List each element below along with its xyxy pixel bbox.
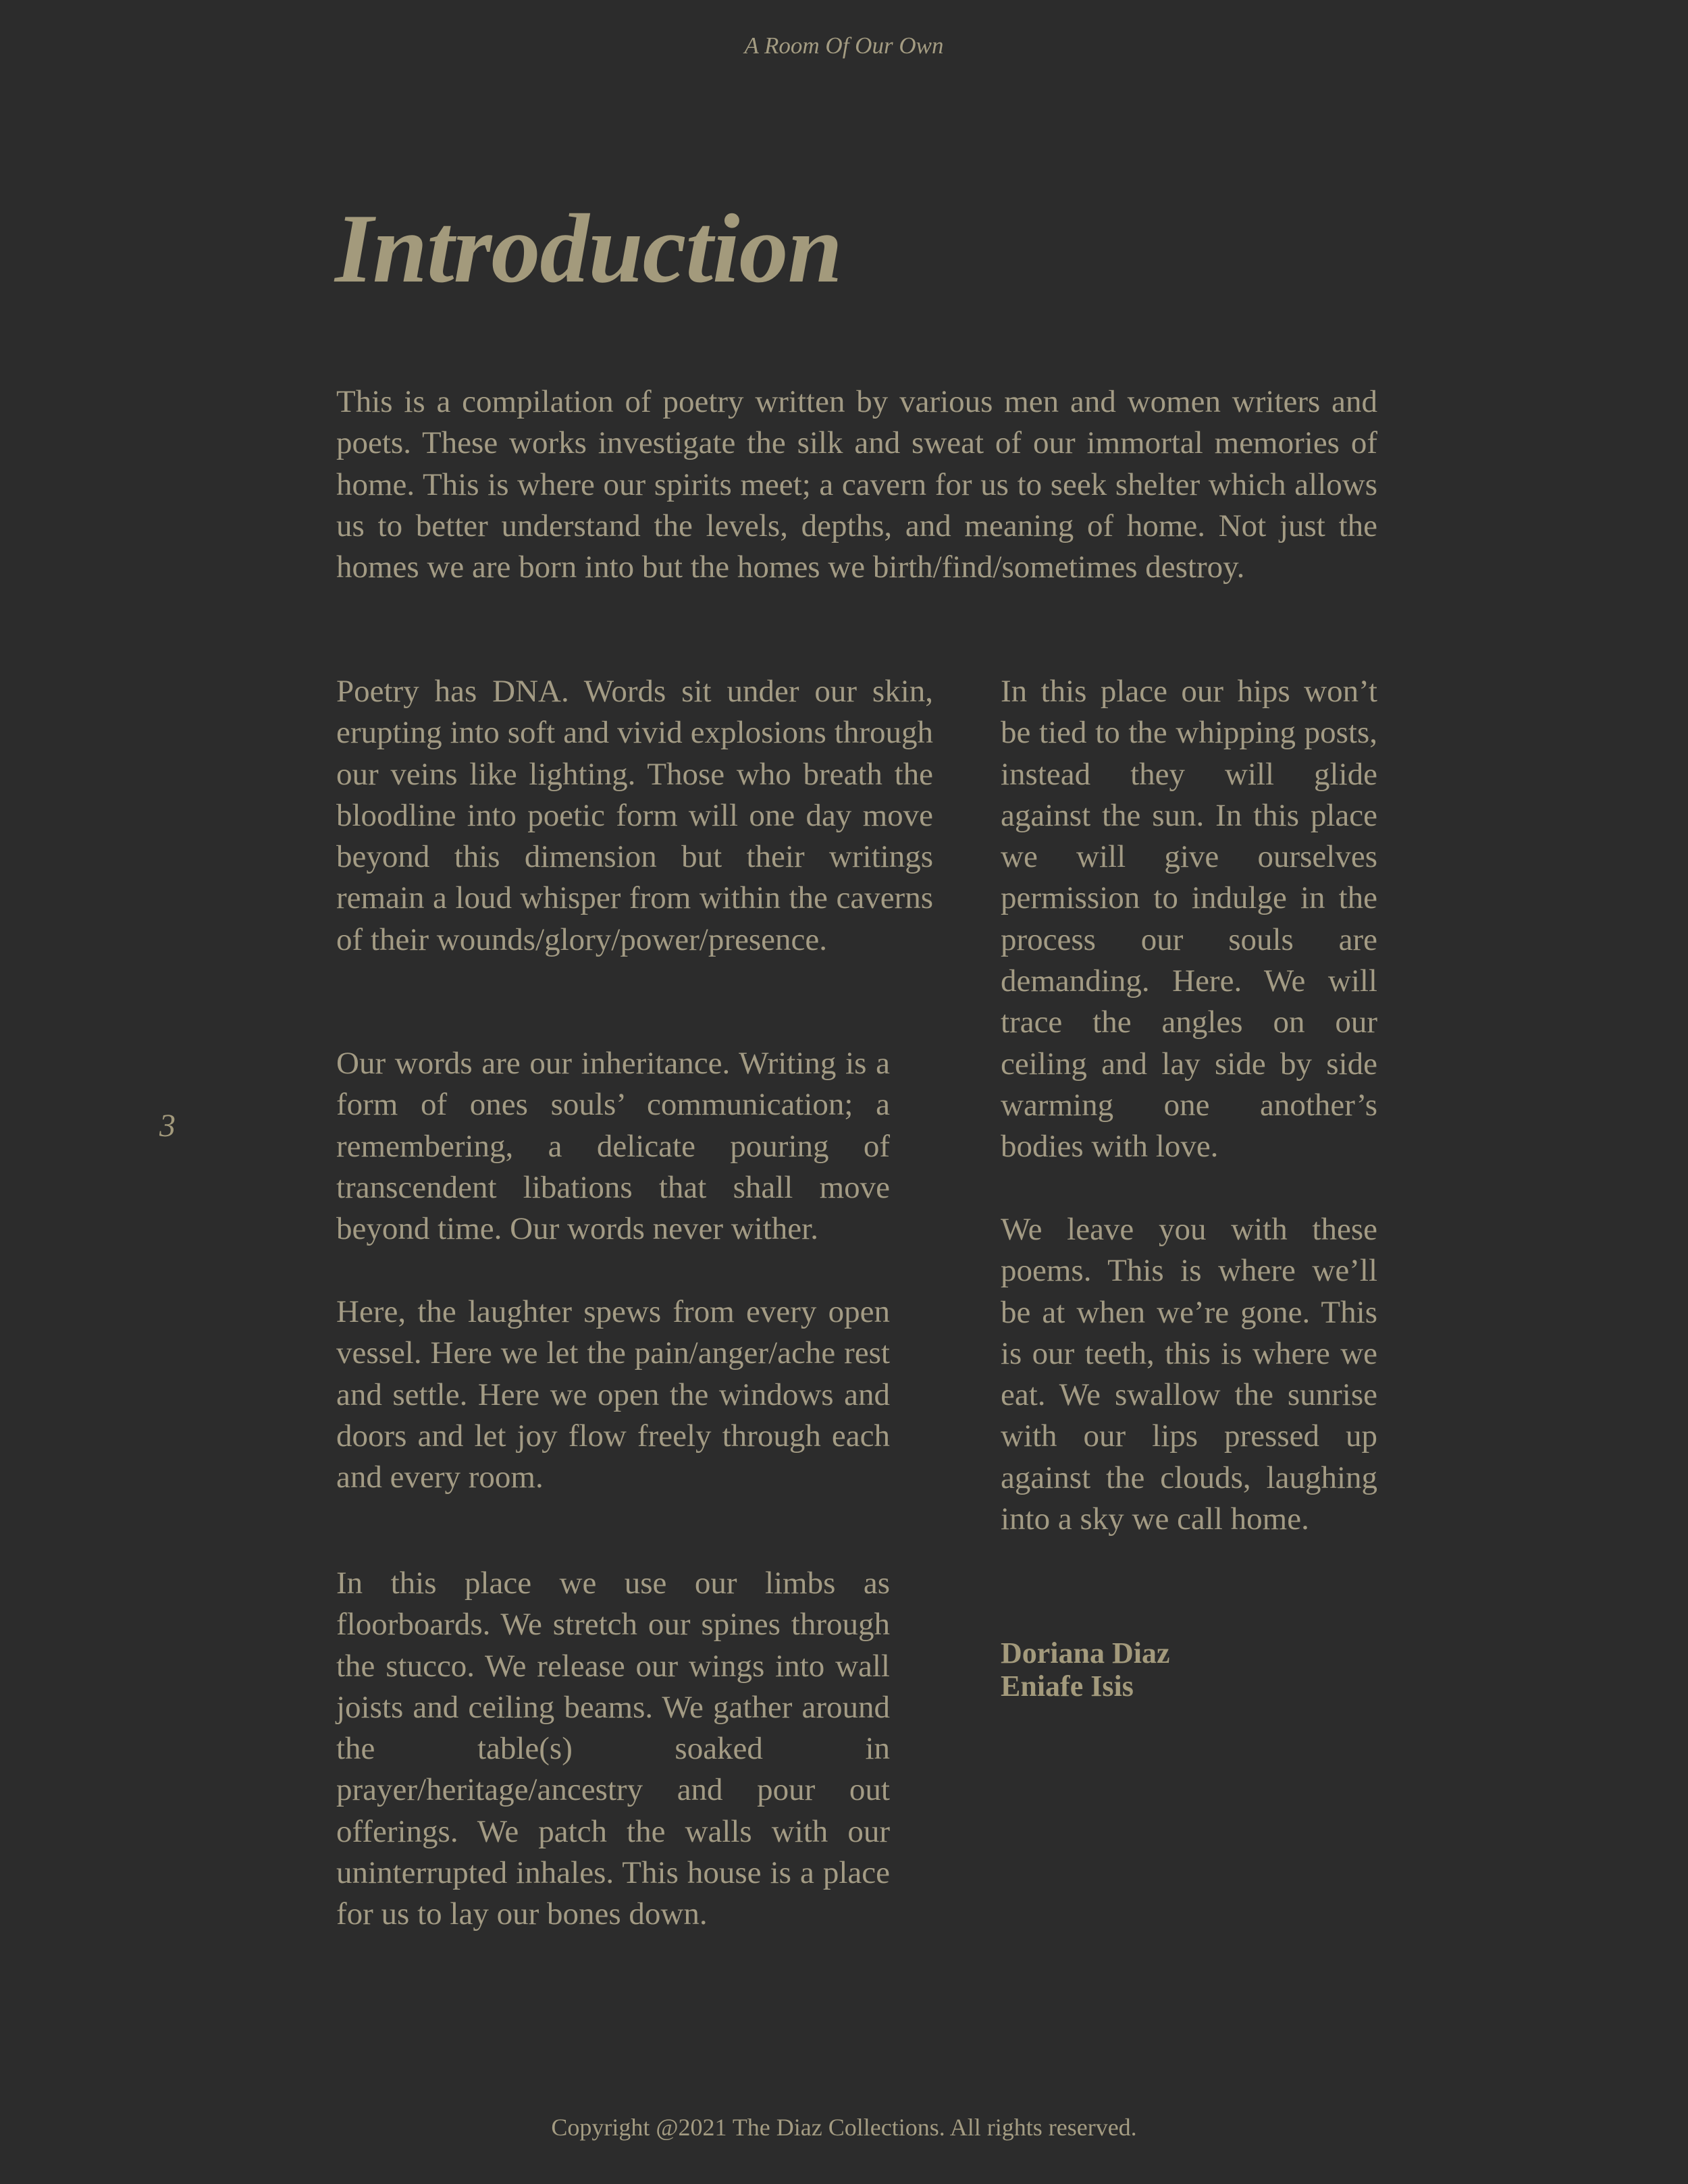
- right-paragraph-2: We leave you with these poems. This is where we’ll be at when we’re gone. This is our teeth, this is where we eat. We swallow the sunrise with our lips pressed up against the clouds, laughing into a sky we call home.: [1001, 1212, 1377, 1537]
- page-number: 3: [159, 1108, 176, 1144]
- left-paragraph-1: Poetry has DNA. Words sit under our skin, erupting into soft and vivid explosions through our veins like lighting. Those who breath the bloodline into poetic form will one day move beyond this dimension but their writings remain a loud whisper from within the caverns of their wounds/glory/power/presence.: [336, 674, 933, 957]
- intro-paragraph: This is a compilation of poetry written by various men and women writers and poets. These works investigate the silk and sweat of our immortal memories of home. This is where our spirits meet; a cavern for us to seek shelter which allows us to better understand the levels, depths, and meaning of home. Not just the homes we are born into but the homes we birth/find/sometimes destroy.: [336, 384, 1377, 585]
- signature-name: Eniafe Isis: [1001, 1670, 1134, 1703]
- left-paragraph-2: Our words are our inheritance. Writing is a form of ones souls’ communication; a remembering, a delicate pouring of transcendent libations that shall move beyond time. Our words never wither.: [336, 1046, 890, 1247]
- running-header: A Room Of Our Own: [744, 32, 944, 59]
- left-paragraph-3: Here, the laughter spews from every open vessel. Here we let the pain/anger/ache rest and settle. Here we open the windows and doors and let joy flow freely through each and every room.: [336, 1294, 890, 1495]
- signatures: [1001, 1636, 1170, 1703]
- page-title: Introduction: [335, 194, 842, 303]
- signature-name: Doriana Diaz: [1001, 1636, 1170, 1670]
- right-paragraph-1: In this place our hips won’t be tied to the whipping posts, instead they will glide against the sun. In this place we will give ourselves permission to indulge in the process our souls are demanding. Here. We will trace the angles on our ceiling and lay side by side warming one another’s bodies with love.: [1001, 674, 1377, 1165]
- left-paragraph-4: In this place we use our limbs as floorboards. We stretch our spines through the stucco. We release our wings into wall joists and ceiling beams. We gather around the table(s) soaked in prayer/heritage/ancestry and pour out offerings. We patch the walls with our uninterrupted inhales. This house is a place for us to lay our bones down.: [336, 1566, 890, 1932]
- copyright-footer: Copyright @2021 The Diaz Collections. All rights reserved.: [551, 2114, 1137, 2141]
